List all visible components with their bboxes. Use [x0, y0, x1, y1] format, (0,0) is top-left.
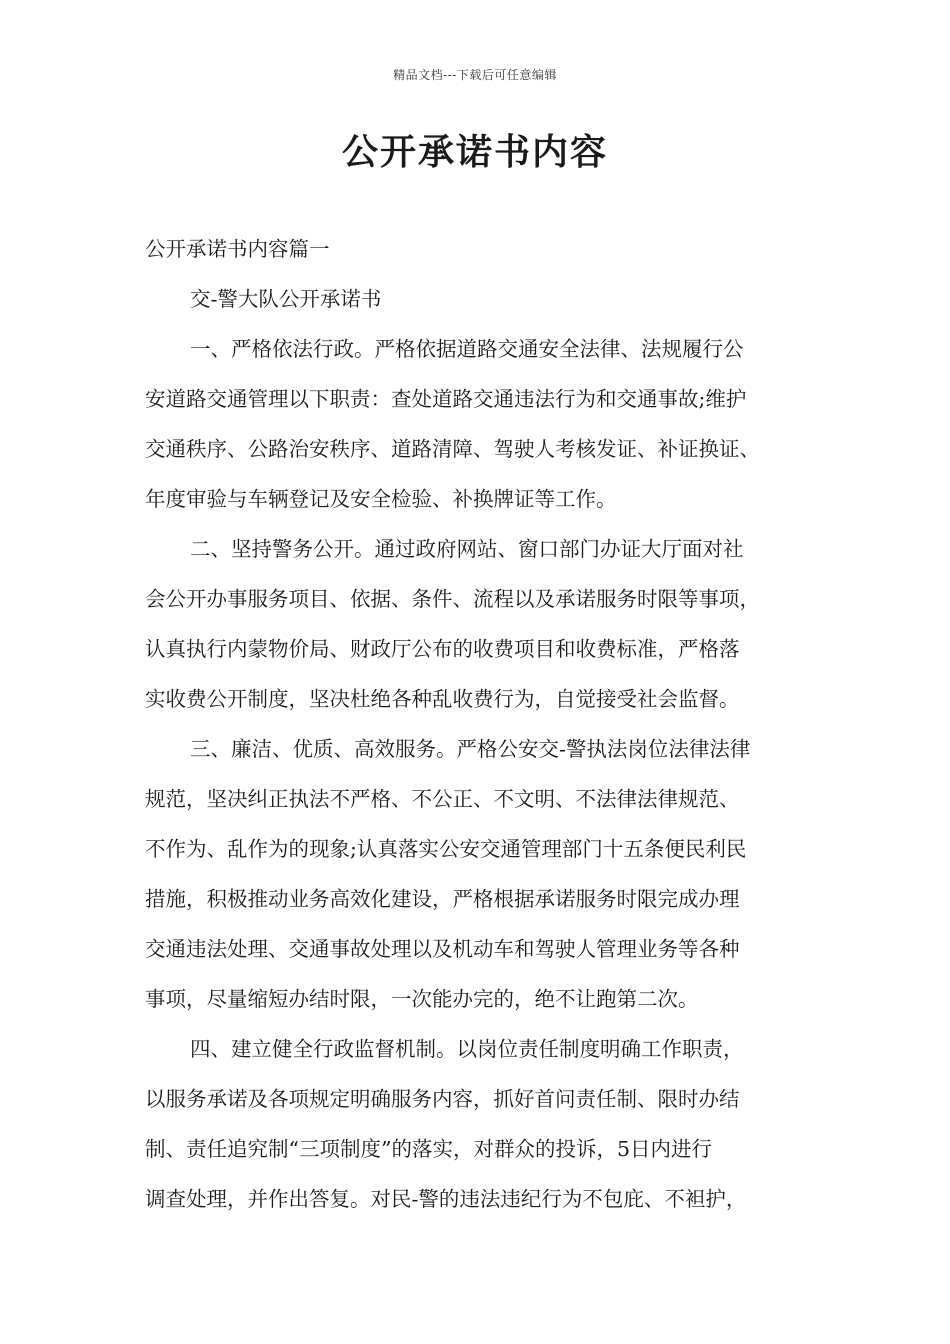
paragraph-2	[145, 524, 825, 724]
paragraph-line: 交通违法处理、交通事故处理以及机动车和驾驶人管理业务等各种	[145, 937, 740, 961]
paragraph-line: 一、严格依法行政。严格依据道路交通安全法律、法规履行公	[190, 337, 744, 361]
paragraph-line: 措施，积极推动业务高效化建设，严格根据承诺服务时限完成办理	[145, 887, 740, 911]
paragraph-line: 会公开办事服务项目、依据、条件、流程以及承诺服务时限等事项，	[145, 587, 760, 611]
paragraph-line: 事项，尽量缩短办结时限，一次能办完的，绝不让跑第二次。	[145, 987, 699, 1011]
subheading: 交-警大队公开承诺书	[190, 287, 382, 311]
paragraph-line: 四、建立健全行政监督机制。以岗位责任制度明确工作职责，	[190, 1037, 744, 1061]
header-note: 精品文档---下载后可任意编辑	[393, 68, 557, 82]
paragraph-line: 以服务承诺及各项规定明确服务内容，抓好首问责任制、限时办结	[145, 1087, 740, 1111]
paragraph-3	[145, 724, 825, 1024]
paragraph-line: 二、坚持警务公开。通过政府网站、窗口部门办证大厅面对社	[190, 537, 744, 561]
document-title: 公开承诺书内容	[341, 131, 608, 173]
document-body	[145, 224, 825, 1224]
paragraph-line: 规范，坚决纠正执法不严格、不公正、不文明、不法律法律规范、	[145, 787, 740, 811]
section-heading: 公开承诺书内容篇一	[145, 237, 330, 261]
paragraph-line: 三、廉洁、优质、高效服务。严格公安交-警执法岗位法律法律	[190, 737, 751, 761]
paragraph-line: 安道路交通管理以下职责：查处道路交通违法行为和交通事故;维护	[145, 387, 747, 411]
paragraph-line: 不作为、乱作为的现象;认真落实公安交通管理部门十五条便民利民	[145, 837, 747, 861]
paragraph-line: 调查处理，并作出答复。对民-警的违法违纪行为不包庇、不袒护，	[145, 1187, 747, 1211]
paragraph-line: 认真执行内蒙物价局、财政厅公布的收费项目和收费标准，严格落	[145, 637, 740, 661]
paragraph-line: 年度审验与车辆登记及安全检验、补换牌证等工作。	[145, 487, 617, 511]
paragraph-line: 实收费公开制度，坚决杜绝各种乱收费行为，自觉接受社会监督。	[145, 687, 740, 711]
paragraph-4	[145, 1024, 825, 1224]
paragraph-line: 制、责任追究制“三项制度”的落实，对群众的投诉，5日内进行	[145, 1137, 713, 1161]
paragraph-1	[145, 324, 825, 524]
paragraph-line: 交通秩序、公路治安秩序、道路清障、驾驶人考核发证、补证换证、	[145, 437, 760, 461]
